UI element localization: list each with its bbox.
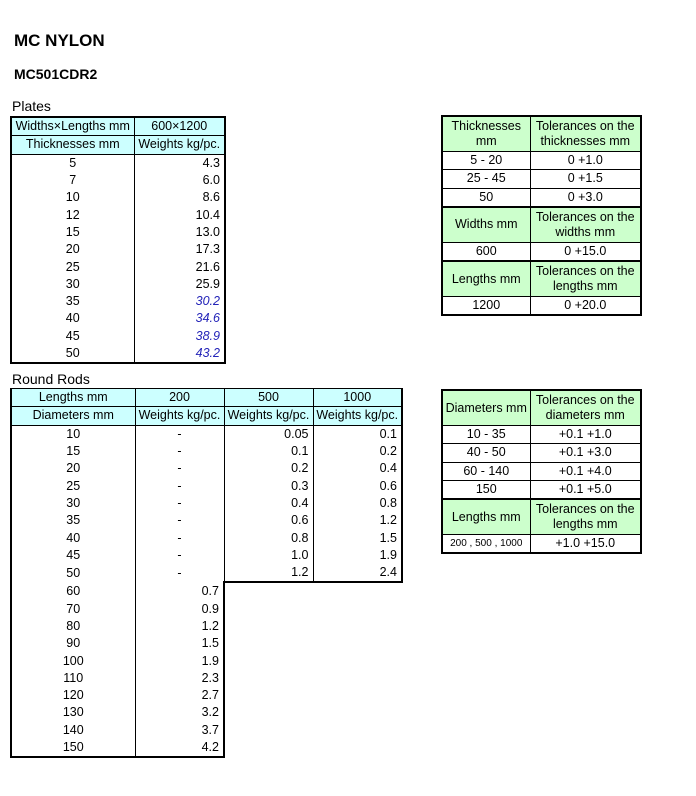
rod-weight-1000-cell: 0.6 bbox=[313, 477, 402, 494]
rod-diameter-cell: 110 bbox=[11, 670, 135, 687]
table-row bbox=[442, 535, 641, 554]
plates-header-size-label: Widths×Lengths mm bbox=[11, 117, 134, 136]
plates-label: Plates bbox=[12, 98, 51, 114]
table-row bbox=[442, 242, 641, 261]
rod-weight-200-cell: - bbox=[135, 529, 224, 546]
plate-thickness-cell: 15 bbox=[11, 224, 134, 241]
diameter-tol-rows bbox=[442, 426, 641, 500]
rod-diameter-cell: 45 bbox=[11, 547, 135, 564]
table-row bbox=[11, 564, 402, 582]
tolerance-value-cell: +1.0 +15.0 bbox=[530, 535, 641, 554]
tolerance-range-cell: 150 bbox=[442, 480, 530, 499]
table-row bbox=[442, 462, 641, 480]
page-title: MC NYLON bbox=[14, 31, 105, 50]
plate-weight-cell: 8.6 bbox=[134, 189, 225, 206]
rod-length-tol-header-left: Lengths mm bbox=[442, 499, 530, 535]
plate-tolerance-table bbox=[441, 115, 642, 316]
rod-weight-500-cell: 1.0 bbox=[224, 547, 313, 564]
plate-thickness-cell: 20 bbox=[11, 241, 134, 258]
empty-cell bbox=[224, 704, 313, 721]
tolerance-range-cell: 200 , 500 , 1000 bbox=[442, 535, 530, 554]
tolerance-range-cell: 10 - 35 bbox=[442, 426, 530, 444]
table-row bbox=[11, 425, 402, 443]
product-code: MC501CDR2 bbox=[14, 66, 98, 82]
plate-thickness-cell: 40 bbox=[11, 310, 134, 327]
rod-weight-200-cell: 4.2 bbox=[135, 739, 224, 757]
tolerance-range-cell: 25 - 45 bbox=[442, 170, 530, 188]
empty-cell bbox=[224, 618, 313, 635]
rods-header-diameter: Diameters mm bbox=[11, 407, 135, 425]
table-row bbox=[442, 444, 641, 462]
empty-cell bbox=[224, 670, 313, 687]
table-row bbox=[11, 739, 402, 757]
tolerance-value-cell: +0.1 +3.0 bbox=[530, 444, 641, 462]
rod-weight-1000-cell: 0.8 bbox=[313, 495, 402, 512]
rod-weight-200-cell: 0.7 bbox=[135, 582, 224, 600]
rod-weight-500-cell: 0.1 bbox=[224, 443, 313, 460]
thickness-tol-rows bbox=[442, 152, 641, 207]
rod-weight-1000-cell: 0.4 bbox=[313, 460, 402, 477]
rod-weight-200-cell: - bbox=[135, 512, 224, 529]
tolerance-range-cell: 600 bbox=[442, 242, 530, 261]
empty-cell bbox=[224, 635, 313, 652]
length-tol-header-right: Tolerances on the lengths mm bbox=[530, 261, 641, 297]
plate-weight-cell: 10.4 bbox=[134, 206, 225, 223]
tolerance-range-cell: 1200 bbox=[442, 297, 530, 316]
table-row bbox=[11, 582, 402, 600]
table-row bbox=[442, 152, 641, 170]
rod-diameter-cell: 130 bbox=[11, 704, 135, 721]
table-row bbox=[11, 189, 225, 206]
rod-weight-500-cell: 0.3 bbox=[224, 477, 313, 494]
plate-weight-cell: 38.9 bbox=[134, 328, 225, 345]
rod-weight-500-cell: 0.4 bbox=[224, 495, 313, 512]
tolerance-value-cell: 0 +1.0 bbox=[530, 152, 641, 170]
empty-cell bbox=[313, 652, 402, 669]
rod-weight-200-cell: 1.2 bbox=[135, 618, 224, 635]
rod-weight-200-cell: 1.9 bbox=[135, 652, 224, 669]
rod-weight-200-cell: 3.7 bbox=[135, 722, 224, 739]
length-tol-header-left: Lengths mm bbox=[442, 261, 530, 297]
table-row bbox=[11, 443, 402, 460]
rod-weight-200-cell: - bbox=[135, 564, 224, 582]
empty-cell bbox=[224, 722, 313, 739]
rod-weight-500-cell: 1.2 bbox=[224, 564, 313, 582]
table-row bbox=[442, 426, 641, 444]
plate-thickness-cell: 45 bbox=[11, 328, 134, 345]
rods-header-length-label: Lengths mm bbox=[11, 389, 135, 407]
tolerance-value-cell: 0 +1.5 bbox=[530, 170, 641, 188]
rod-diameter-cell: 40 bbox=[11, 529, 135, 546]
rod-weight-200-cell: - bbox=[135, 495, 224, 512]
plates-body bbox=[11, 154, 225, 363]
table-row bbox=[11, 345, 225, 363]
empty-cell bbox=[313, 687, 402, 704]
plate-weight-cell: 43.2 bbox=[134, 345, 225, 363]
rod-tolerance-table bbox=[441, 389, 642, 554]
rod-diameter-cell: 25 bbox=[11, 477, 135, 494]
rod-weight-200-cell: 2.3 bbox=[135, 670, 224, 687]
table-row bbox=[11, 172, 225, 189]
rod-weight-1000-cell: 0.2 bbox=[313, 443, 402, 460]
table-row bbox=[11, 512, 402, 529]
rod-diameter-cell: 120 bbox=[11, 687, 135, 704]
plate-weight-cell: 6.0 bbox=[134, 172, 225, 189]
rod-diameter-cell: 30 bbox=[11, 495, 135, 512]
tolerance-range-cell: 50 bbox=[442, 188, 530, 207]
tolerance-range-cell: 5 - 20 bbox=[442, 152, 530, 170]
rod-diameter-cell: 60 bbox=[11, 582, 135, 600]
rod-diameter-cell: 80 bbox=[11, 618, 135, 635]
table-row bbox=[11, 477, 402, 494]
table-row bbox=[11, 460, 402, 477]
width-tol-header-right: Tolerances on the widths mm bbox=[530, 207, 641, 243]
rod-diameter-cell: 90 bbox=[11, 635, 135, 652]
rod-weight-200-cell: 0.9 bbox=[135, 601, 224, 618]
rod-diameter-cell: 50 bbox=[11, 564, 135, 582]
empty-cell bbox=[313, 670, 402, 687]
rods-header-weight-500: Weights kg/pc. bbox=[224, 407, 313, 425]
rod-length-tol-rows bbox=[442, 535, 641, 554]
plate-weight-cell: 13.0 bbox=[134, 224, 225, 241]
tolerance-value-cell: +0.1 +5.0 bbox=[530, 480, 641, 499]
rod-weight-200-cell: - bbox=[135, 443, 224, 460]
empty-cell bbox=[313, 635, 402, 652]
plates-header-weight: Weights kg/pc. bbox=[134, 136, 225, 154]
rod-weight-200-cell: 2.7 bbox=[135, 687, 224, 704]
plate-thickness-cell: 12 bbox=[11, 206, 134, 223]
table-row bbox=[442, 170, 641, 188]
rod-weight-200-cell: - bbox=[135, 477, 224, 494]
tolerance-value-cell: +0.1 +1.0 bbox=[530, 426, 641, 444]
plate-weight-cell: 25.9 bbox=[134, 276, 225, 293]
table-row bbox=[11, 495, 402, 512]
rods-header-length-200: 200 bbox=[135, 389, 224, 407]
table-row bbox=[11, 618, 402, 635]
empty-cell bbox=[313, 582, 402, 600]
table-row bbox=[11, 224, 225, 241]
table-row bbox=[11, 601, 402, 618]
table-row bbox=[11, 293, 225, 310]
plate-thickness-cell: 35 bbox=[11, 293, 134, 310]
plate-thickness-cell: 30 bbox=[11, 276, 134, 293]
tolerance-value-cell: +0.1 +4.0 bbox=[530, 462, 641, 480]
table-row bbox=[11, 687, 402, 704]
rod-diameter-cell: 70 bbox=[11, 601, 135, 618]
table-row bbox=[11, 652, 402, 669]
rod-weight-200-cell: 1.5 bbox=[135, 635, 224, 652]
table-row bbox=[11, 328, 225, 345]
rod-weight-500-cell: 0.2 bbox=[224, 460, 313, 477]
table-row bbox=[442, 480, 641, 499]
rod-diameter-cell: 35 bbox=[11, 512, 135, 529]
table-row bbox=[11, 276, 225, 293]
plates-table bbox=[10, 116, 226, 364]
empty-cell bbox=[313, 704, 402, 721]
rod-weight-200-cell: - bbox=[135, 425, 224, 443]
plate-weight-cell: 17.3 bbox=[134, 241, 225, 258]
tolerance-range-cell: 40 - 50 bbox=[442, 444, 530, 462]
empty-cell bbox=[224, 687, 313, 704]
empty-cell bbox=[224, 582, 313, 600]
empty-cell bbox=[313, 601, 402, 618]
rod-weight-500-cell: 0.05 bbox=[224, 425, 313, 443]
empty-cell bbox=[313, 739, 402, 757]
rod-diameter-cell: 100 bbox=[11, 652, 135, 669]
rod-weight-500-cell: 0.6 bbox=[224, 512, 313, 529]
rod-diameter-cell: 10 bbox=[11, 425, 135, 443]
table-row bbox=[11, 704, 402, 721]
plate-weight-cell: 4.3 bbox=[134, 154, 225, 172]
table-row bbox=[11, 635, 402, 652]
plates-header-size-value: 600×1200 bbox=[134, 117, 225, 136]
tolerance-value-cell: 0 +15.0 bbox=[530, 242, 641, 261]
rod-diameter-cell: 20 bbox=[11, 460, 135, 477]
rod-diameter-cell: 15 bbox=[11, 443, 135, 460]
rod-diameter-cell: 140 bbox=[11, 722, 135, 739]
tolerance-value-cell: 0 +3.0 bbox=[530, 188, 641, 207]
rod-diameter-cell: 150 bbox=[11, 739, 135, 757]
empty-cell bbox=[313, 722, 402, 739]
diameter-tol-header-right: Tolerances on the diameters mm bbox=[530, 390, 641, 426]
diameter-tol-header-left: Diameters mm bbox=[442, 390, 530, 426]
rod-length-tol-header-right: Tolerances on the lengths mm bbox=[530, 499, 641, 535]
rods-header-length-500: 500 bbox=[224, 389, 313, 407]
plate-weight-cell: 34.6 bbox=[134, 310, 225, 327]
empty-cell bbox=[224, 652, 313, 669]
rod-weight-200-cell: - bbox=[135, 460, 224, 477]
empty-cell bbox=[224, 601, 313, 618]
thickness-tol-header-right: Tolerances on the thicknesses mm bbox=[530, 116, 641, 152]
rod-weight-200-cell: - bbox=[135, 547, 224, 564]
rods-body bbox=[11, 425, 402, 757]
table-row bbox=[442, 188, 641, 207]
table-row bbox=[11, 529, 402, 546]
plate-thickness-cell: 50 bbox=[11, 345, 134, 363]
thickness-tol-header-left: Thicknesses mm bbox=[442, 116, 530, 152]
rod-weight-1000-cell: 2.4 bbox=[313, 564, 402, 582]
plate-thickness-cell: 10 bbox=[11, 189, 134, 206]
rods-header-length-1000: 1000 bbox=[313, 389, 402, 407]
plates-header-thickness: Thicknesses mm bbox=[11, 136, 134, 154]
tolerance-value-cell: 0 +20.0 bbox=[530, 297, 641, 316]
rod-weight-1000-cell: 1.2 bbox=[313, 512, 402, 529]
plate-thickness-cell: 5 bbox=[11, 154, 134, 172]
plate-weight-cell: 30.2 bbox=[134, 293, 225, 310]
empty-cell bbox=[313, 618, 402, 635]
table-row bbox=[11, 670, 402, 687]
rod-weight-1000-cell: 0.1 bbox=[313, 425, 402, 443]
length-tol-rows bbox=[442, 297, 641, 316]
table-row bbox=[11, 241, 225, 258]
table-row bbox=[11, 547, 402, 564]
rods-header-weight-200: Weights kg/pc. bbox=[135, 407, 224, 425]
plate-thickness-cell: 7 bbox=[11, 172, 134, 189]
rods-header-weight-1000: Weights kg/pc. bbox=[313, 407, 402, 425]
table-row bbox=[11, 206, 225, 223]
plate-thickness-cell: 25 bbox=[11, 258, 134, 275]
round-rods-label: Round Rods bbox=[12, 371, 90, 387]
plate-weight-cell: 21.6 bbox=[134, 258, 225, 275]
rod-weight-1000-cell: 1.9 bbox=[313, 547, 402, 564]
table-row bbox=[442, 297, 641, 316]
rod-weight-500-cell: 0.8 bbox=[224, 529, 313, 546]
tolerance-range-cell: 60 - 140 bbox=[442, 462, 530, 480]
width-tol-header-left: Widths mm bbox=[442, 207, 530, 243]
width-tol-rows bbox=[442, 242, 641, 261]
table-row bbox=[11, 310, 225, 327]
table-row bbox=[11, 722, 402, 739]
rod-weight-1000-cell: 1.5 bbox=[313, 529, 402, 546]
table-row bbox=[11, 154, 225, 172]
empty-cell bbox=[224, 739, 313, 757]
round-rods-table bbox=[10, 388, 403, 758]
rod-weight-200-cell: 3.2 bbox=[135, 704, 224, 721]
table-row bbox=[11, 258, 225, 275]
